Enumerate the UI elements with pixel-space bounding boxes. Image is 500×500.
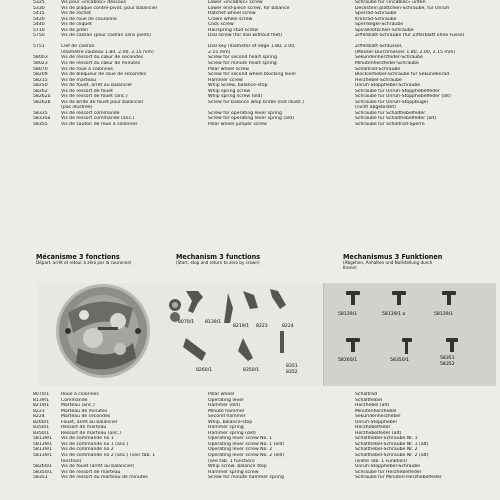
label-8070-1: 8070/1 [178,320,195,325]
screw-58139-1-image [346,291,360,295]
description-en: Ratchet wheel screw [208,11,256,17]
description-en: Whip screw, balance stop [208,464,267,470]
label-58352: 58352 [440,362,455,367]
label-8219-1: 8219/1 [233,324,250,329]
description-en: Pillar wheel [208,392,235,397]
label-58350-1: 58350/1 [390,358,410,363]
description-de: Schraube für Unruh-Stopphebelfeder [355,88,440,94]
description-fr: Vis de roue à colonnes [61,66,113,72]
description-en: Whip Screw, balance-stop [208,83,268,89]
description-en: Hairspring stud screw [208,27,258,33]
description-de: Schraube für Schalthebelfeder (alt) [355,116,437,122]
description-fr: Vis de ressort commande [61,110,120,116]
heading-fr [36,252,132,266]
part-number: 58335 [33,110,48,116]
mechanism-photo-panel [38,283,322,386]
description-en: Screw for minute hammer spring [208,475,284,481]
description-de: Minutenherzhebel [355,408,397,414]
description-de: Herzhebelfeder [355,425,391,431]
label-8223: 8223 [256,324,268,329]
part-number: 58355 [33,122,48,128]
description-en: Hammer spring screw [208,469,259,475]
label-8139-1: 8139/1 [205,320,222,325]
description-fr: Vis de commande no 2 [61,447,114,453]
description-en: Hammer (old) [208,403,240,409]
hammer-spring-image [238,338,253,361]
description-en: Screw for second heart spring [208,55,277,61]
part-number: 8350/1 [33,430,50,436]
description-de: Schraube für Schalthebelfeder [355,110,426,116]
description-fr: Marteau de minutes [61,408,108,414]
part-number: 5325 [33,0,45,5]
description-en: Whip spring screw [208,88,251,94]
part-number: 58262 [33,88,48,94]
part-number: 8260/1 [33,419,50,425]
label-8350-1: 8350/1 [243,368,260,373]
label-8224: 8224 [282,324,294,329]
description-en: Dial screw (for dial without feet) [208,33,283,39]
part-number: 58351 [33,475,48,481]
part-number: 8219/1 [33,403,50,409]
description-de: Schalthebel-Schraube Nr. 1 [355,436,418,442]
part-number: 8350/1 [33,425,50,431]
heading-fr-subtitle: Départ, arrêt et retour à zéro par la couronne) [36,261,132,266]
heading-de-subtitle-1: (Abgehen, Anhalten und Nullstellung durch [343,261,433,266]
label-58139-1: 58139/1 [338,312,358,317]
description-de: Unruh-Stopphebel-Schraube [355,83,421,89]
description-fr: Fouet, arrêt au balancier [61,419,118,425]
part-number: 5751 [33,44,45,50]
description-de: Unruh-Stopphebel-Schraube [355,464,421,470]
part-number: 5330 [33,5,45,11]
description-de: (Messer-Durchmesser 1.80, 2.00, 2.15 mm) [355,49,456,55]
description-fr: Vis de commande no 1 (anc.) [61,441,129,447]
minute-hammer-image [243,291,258,309]
description-fr: Vis de ressort de fouet (anc.) [61,94,128,100]
label-58139-1a: 58139/1 a [382,312,406,317]
description-fr: Vis de bride de fouet pour balancier [61,99,144,105]
description-de: Spiralklötzchen-Schraube [355,27,414,33]
description-de: Schraube für Herzhebelfeder [355,469,422,475]
description-de: Sperrad-Schraube [355,11,397,17]
description-en: Whip, balance-stop [208,419,253,425]
description-en: Operating lever screw No. 2 (old) [208,453,285,459]
description-de: Deckstein plättchen-Schraube, für Unruh [355,5,450,11]
heading-de-title: Mechanismus 3 Funktionen [343,252,443,261]
description-de: Unruh-Stopphebel [355,419,397,425]
description-de: Schraube für «incabloc» unten [355,0,426,5]
part-number: 58335a [33,116,51,122]
description-fr: Vis de fouet, arrêt au balancier [61,83,133,89]
description-fr: Ressort de marteau [61,425,107,431]
screw-58351-image [446,338,458,342]
part-number: 8223 [33,408,45,414]
label-8260-1: 8260/1 [196,368,213,373]
description-en: Screw for operating lever spring (old) [208,116,295,122]
description-fr: Vis de commande no 1 [61,436,114,442]
description-de: (nicht abgebildet) [355,105,396,111]
description-en: Crown wheel screw [208,16,253,22]
description-de: Zifferblatt-Schraube (für Zifferblatt ohne Füsse) [355,33,465,39]
part-number: 58139/1 [33,441,53,447]
description-de: Kronrad-Schraube [355,16,397,22]
description-en: Whip spring screw (old) [208,94,263,100]
second-hammer-image [270,289,286,309]
description-en: Screw for operating lever spring [208,110,282,116]
description-de: Schalthebel-Schraube Nr. 2 (alt) [355,453,429,459]
label-58139-1b: 58139/1 [434,312,454,317]
part-number: 58262a [33,94,51,100]
mechanism-illustration [38,283,322,386]
part-number: 8139/1 [33,397,50,403]
description-de: Schraube für Unruh-Stopphebelfeder (alt) [355,94,451,100]
description-en: Operating lever [208,397,244,403]
label-8351: 8351 [286,364,298,369]
description-fr: Ressort de marteau (anc.) [61,430,122,436]
description-en: Minute hammer [208,408,245,414]
description-fr: (diamètre couteau 1.80, 2.00, 2.15 mm) [61,49,154,55]
part-number: 58139/1 [33,453,53,459]
description-de: Herzhebel-Schraube [355,77,402,83]
part-number: 8070/1 [33,392,50,397]
part-number: 58209 [33,72,48,78]
description-fr: Vis de plaque contre-pivot, pour balancier [61,5,158,11]
part-number: 5750 [33,33,45,39]
label-58260-1: 58260/1 [338,358,358,363]
description-de: Herzhebel (alt) [355,403,390,409]
screw-58139-1b-image [442,291,456,295]
description-fr: Vis de piton [61,27,89,33]
part-number: 58003 [33,55,48,61]
description-de: Sekundenherzfeder-Schraube [355,55,423,61]
description-fr: Vis de ressort de marteau [61,469,121,475]
part-number: 8224 [33,414,45,420]
part-number: 58215 [33,77,48,83]
label-58351: 58351 [440,356,455,361]
part-number: 58250 [33,83,48,89]
description-en: Hammer screw [208,77,243,83]
description-fr: Roue à colonnes [61,392,99,397]
description-de: Schaltrad [355,392,377,397]
label-8352: 8352 [286,370,298,375]
description-en: Screw for second wheel blocking lever [208,72,297,78]
description-de: Minutenherzfeder-Schraube [355,61,419,67]
description-fr: fonction) [61,458,82,464]
part-number: 5420 [33,16,45,22]
description-fr: Clef de cadran [61,44,95,50]
description-de: Blockierhebel-Schraube für Sekundenrad [355,72,450,78]
description-en: Hammer spring (old) [208,430,256,436]
description-fr: Vis de ressort du cœur de secondes [61,55,144,61]
description-en: Pillar wheel screw [208,66,250,72]
heading-de [343,252,442,271]
description-fr: Vis de ressort du marteau de minutes [61,475,148,481]
description-en: Pillar wheel jumper screw [208,122,267,128]
description-en: 2.15 mm) [208,49,231,55]
part-number: 58350/1 [33,469,53,475]
description-en: Lower end-piece screw, for balance [208,5,290,11]
description-en: Operating lever screw No. 1 [208,436,273,442]
description-de: Schraube für Unruh-Stoppbügel [355,99,428,105]
description-en: Screw for minute heart spring [208,61,277,67]
description-de: Schalthebel [355,397,383,403]
description-fr: Vis de cliquet [61,22,92,28]
description-en: Hammer spring [208,425,244,431]
description-en: (see tab. 1 function) [208,458,255,464]
screw-58350-1-image [402,338,412,342]
screws-illustration [324,283,496,386]
description-de: (siehe Tab. 1 Funktion) [355,458,408,464]
description-fr: Vis de roue de couronne [61,16,117,22]
heading-fr-title: Mécanisme 3 fonctions [36,252,120,261]
part-number: 58260/1 [33,464,53,470]
description-de: Schraube für Minuten-Herzhebelfeder [355,475,442,481]
description-fr: Vis de rochet [61,11,92,17]
part-number: 58262b [33,99,51,105]
description-fr: Marteau (anc.) [61,403,95,409]
description-fr: Vis de cadran (pour cadran sans pieds) [61,33,151,39]
description-de: Sperrkegel-Schraube [355,22,404,28]
heading-en-title: Mechanism 3 functions [176,252,261,261]
description-de: Herzhebelfeder (alt) [355,430,402,436]
hammer-image [224,293,233,323]
description-en: Click screw [208,22,234,28]
description-fr: Commande [61,397,88,403]
screw-58139-1a-image [392,291,406,295]
description-fr: Vis de commande no 2 (anc.) (voir tab. 1 [61,453,156,459]
description-en: Screw for balance whip bridle (not illustr.) [208,99,304,105]
part-number: 58070 [33,66,48,72]
screw-58260-1-image [346,338,360,342]
movement-image [56,284,150,378]
description-de: Schraube für Schaltrad-Sperre [355,122,425,128]
description-en: Second hammer [208,414,246,420]
description-de: Schaltrad-Schraube [355,66,401,72]
description-fr: Vis de ressort commande (anc.) [61,116,135,122]
part-number: 5440 [33,22,45,28]
description-en: Lower «incabloc» screw [208,0,263,5]
description-en: Dial key (diameter of edge 1.80, 2.00, [208,44,296,50]
description-fr: Vis de ressort du cœur de minutes [61,61,141,67]
spring-image [280,331,284,353]
part-number: 5415 [33,11,45,17]
screws-photo-panel [323,283,496,386]
part-number: 5710 [33,27,45,33]
description-de: Schalthebel-Schraube Nr. 1 (alt) [355,441,429,447]
description-fr: (pas illustrée) [61,105,93,111]
description-fr: Marteau de secondes [61,414,111,420]
description-de: Schalthebel-Schraube Nr. 2 [355,447,418,453]
description-de: Sekundenherzhebel [355,414,401,420]
part-number: 58023 [33,61,48,67]
part-number: 58139/1 [33,447,53,453]
part-number: 58139/1 [33,436,53,442]
heading-en [176,252,260,266]
section-headings [0,252,500,278]
description-fr: Vis de sautoir de roue à colonnes [61,122,138,128]
description-en: Operating lever screw No. 2 [208,447,273,453]
heading-de-subtitle-2: Krone) [343,266,357,272]
whip-image [183,338,206,361]
pillar-wheel-image [169,299,181,322]
description-fr: Vis pour «incabloc» dessous [61,0,126,5]
description-fr: Vis de bloqueur de roue de secondes [61,72,147,78]
description-fr: Vis de ressort de fouet [61,88,113,94]
description-fr: Vis de marteau [61,77,96,83]
heading-en-subtitle: (Start, stop and return to zero by crown) [176,261,260,266]
description-en: Operating lever screw No. 1 (old) [208,441,285,447]
description-fr: Vis de fouet (arrêt au balancier) [61,464,135,470]
description-de: Zifferblatt-Schlüssel, [355,44,403,50]
operating-lever-image [186,291,203,313]
